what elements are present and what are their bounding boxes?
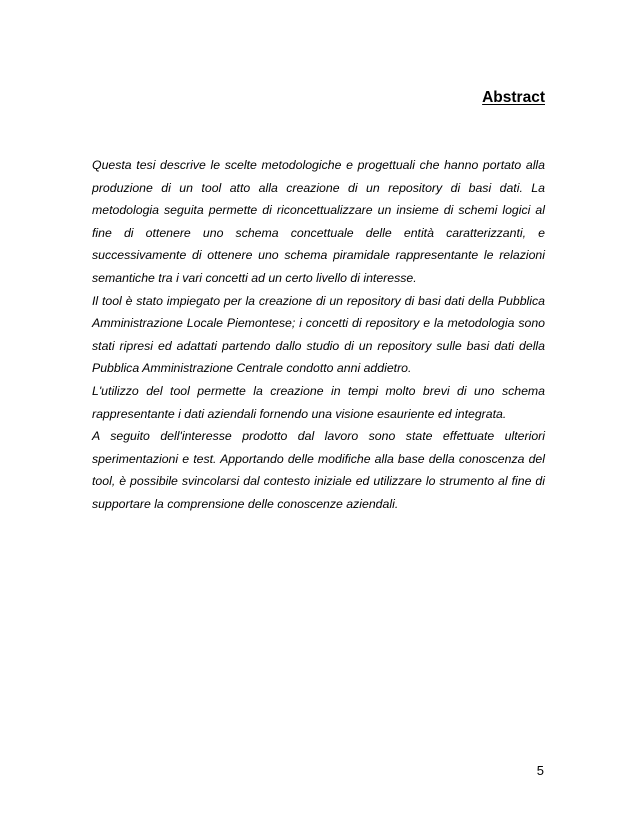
page-number: 5 [536, 763, 544, 778]
paragraph: L'utilizzo del tool permette la creazione in tempi molto brevi di uno schema rappresentante i dati aziendali fornendo una visione esauriente ed integrata. [92, 383, 545, 421]
paragraph: Il tool è stato impiegato per la creazione di un repository di basi dati della Pubblica Amministrazione Locale Piemontese; i concetti di repository e la metodologia sono stati ripresi ed adattati partendo dallo studio di un repository sulle basi dati della Pubblica Amministrazione Centrale condotto anni addietro. [92, 293, 545, 376]
paragraph: A seguito dell'interesse prodotto dal lavoro sono state effettuate ulteriori sperimentazioni e test. Apportando delle modifiche alla base della conoscenza del tool, è possibile svincolarsi dal contesto iniziale ed utilizzare lo strumento al fine di supportare la comprensione delle conoscenze aziendali. [92, 429, 545, 511]
paragraph: Questa tesi descrive le scelte metodologiche e progettuali che hanno portato alla produzione di un tool atto alla creazione di un repository di basi dati. La metodologia seguita permette di riconcettualizzare un insieme di schemi logici al fine di ottenere uno schema concettuale delle entità caratterizzanti, e successivamente di ottenere uno schema piramidale rappresentante le relazioni semantiche tra i vari concetti ad un certo livello di interesse. [92, 158, 545, 285]
page-title: Abstract [482, 89, 545, 106]
abstract-body [92, 154, 545, 516]
